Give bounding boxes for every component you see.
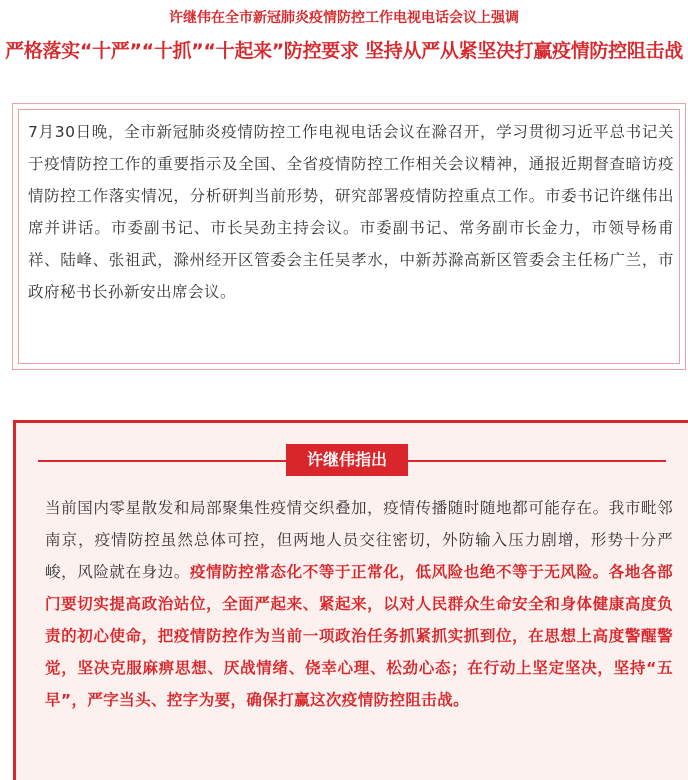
- section-text-emphasis: 疫情防控常态化不等于正常化，低风险也绝不等于无风险。各地各部门要切实提高政治站位，全面严起来、紧起来，以对人民群众生命安全和身体健康高度负责的初心使命，把疫情防控作为当前一项政治任务抓紧抓实抓到位，在思想上高度警醒警觉，坚决克服麻痹思想、厌战情绪、侥幸心理、松劲心态；在行动上坚定坚决，坚持“五早”，严字当头、控字为要，确保打赢这次疫情防控阻击战。: [45, 563, 673, 709]
- section-paragraph: [45, 492, 673, 716]
- article-kicker: 许继伟在全市新冠肺炎疫情防控工作电视电话会议上强调: [169, 10, 519, 26]
- section-text-normal: 当前国内零星散发和局部聚集性疫情交织叠加，疫情传播随时随地都可能存在。我市毗邻南京，疫情防控虽然总体可控，但两地人员交往密切，外防输入压力剧增，形势十分严峻，风险就在身边。: [45, 499, 673, 581]
- section-label: 许继伟指出: [286, 444, 408, 476]
- intro-paragraph: 7月30日晚，全市新冠肺炎疫情防控工作电视电话会议在滁召开，学习贯彻习近平总书记关于疫情防控工作的重要指示及全国、全省疫情防控工作相关会议精神，通报近期督查暗访疫情防控工作落实情况，分析研判当前形势，研究部署疫情防控重点工作。市委书记许继伟出席并讲话。市委副书记、市长吴劲主持会议。市委副书记、常务副市长金力，市领导杨甫祥、陆峰、张祖武，滁州经开区管委会主任吴孝水，中新苏滁高新区管委会主任杨广兰，市政府秘书长孙新安出席会议。: [28, 123, 674, 301]
- article-headline: 严格落实“十严”“十抓”“十起来”防控要求 坚持从严从紧坚决打赢疫情防控阻击战: [5, 40, 683, 62]
